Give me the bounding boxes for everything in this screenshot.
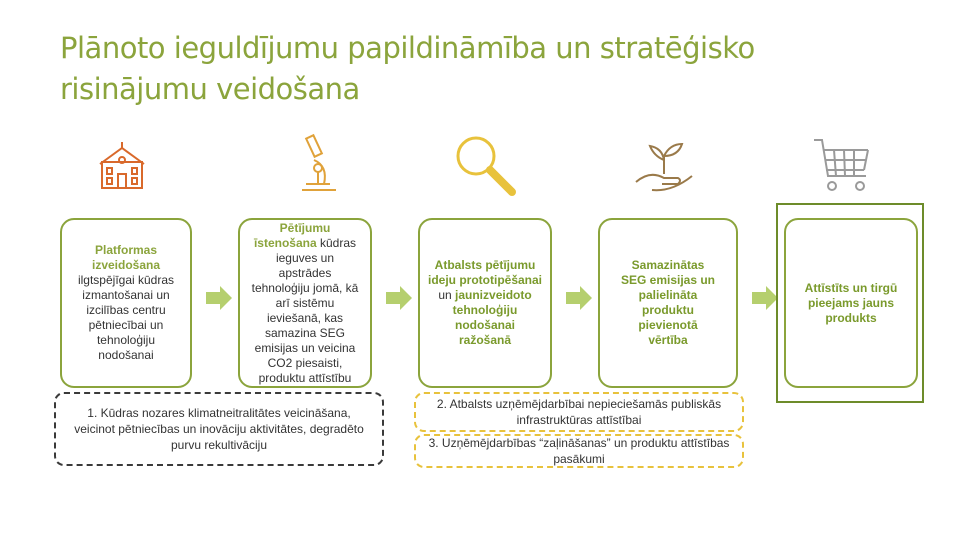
page-title: Plānoto ieguldījumu papildināmība un stratēģisko risinājumu veidošana: [60, 31, 755, 106]
arrow-icon: [752, 286, 778, 310]
step-box-product: [784, 218, 918, 388]
step-box-emissions: [598, 218, 738, 388]
step-box-research-body: kūdras ieguves un apstrādes tehnoloģiju jomā, kā arī sistēmu ieviešanā, kas samazina SEG emisijas un veicina CO2 piesaisti, produktu attīstību: [251, 235, 359, 385]
measure-box-3: [414, 434, 744, 468]
measure-box-1-text: 1. Kūdras nozares klimatneitralitātes veicināšana, veicinot pētniecības un inovāciju aktivitātes, degradēto purvu rekultivāciju: [74, 406, 364, 452]
arrow-icon: [566, 286, 592, 310]
step-box-product-text: Attīstīts un tirgū pieejams jauns produkts: [804, 280, 898, 325]
arrow-icon: [386, 286, 412, 310]
arrow-icon: [206, 286, 232, 310]
step-box-prototyping-mid: un: [438, 288, 452, 302]
step-box-prototyping: [418, 218, 552, 388]
magnifier-icon: [452, 132, 518, 198]
measure-box-2: [414, 392, 744, 432]
step-box-research-head: Pētījumu īstenošana: [253, 220, 331, 250]
step-box-platform-head: Platformas izveidošana: [91, 243, 161, 272]
microscope-icon: [296, 132, 340, 196]
building-icon: [98, 140, 146, 192]
measure-box-2-text: 2. Atbalsts uzņēmējdarbībai nepieciešamās publiskās infrastruktūras attīstībai: [436, 397, 722, 427]
step-box-prototyping-head: Atbalsts pētījumu ideju prototipēšanai: [428, 258, 543, 287]
step-box-research: [238, 218, 372, 388]
hand-plant-icon: [632, 138, 696, 194]
shopping-cart-icon: [810, 136, 874, 196]
step-box-emissions-text: Samazinātas SEG emisijas un palielināta produktu pievienotā vērtība: [620, 258, 716, 347]
step-box-platform-body: ilgtspējīgai kūdras izmantošanai un izcilības centru pētniecībai un tehnoloģiju nodošanai: [77, 273, 175, 362]
measure-box-3-text: 3. Uzņēmējdarbības “zaļināšanas” un produktu attīstības pasākumi: [428, 436, 730, 466]
step-box-platform: [60, 218, 192, 388]
measure-box-1: [54, 392, 384, 466]
step-box-prototyping-tail: jaunizveidoto tehnoloģiju nodošanai ražošanā: [452, 288, 532, 347]
